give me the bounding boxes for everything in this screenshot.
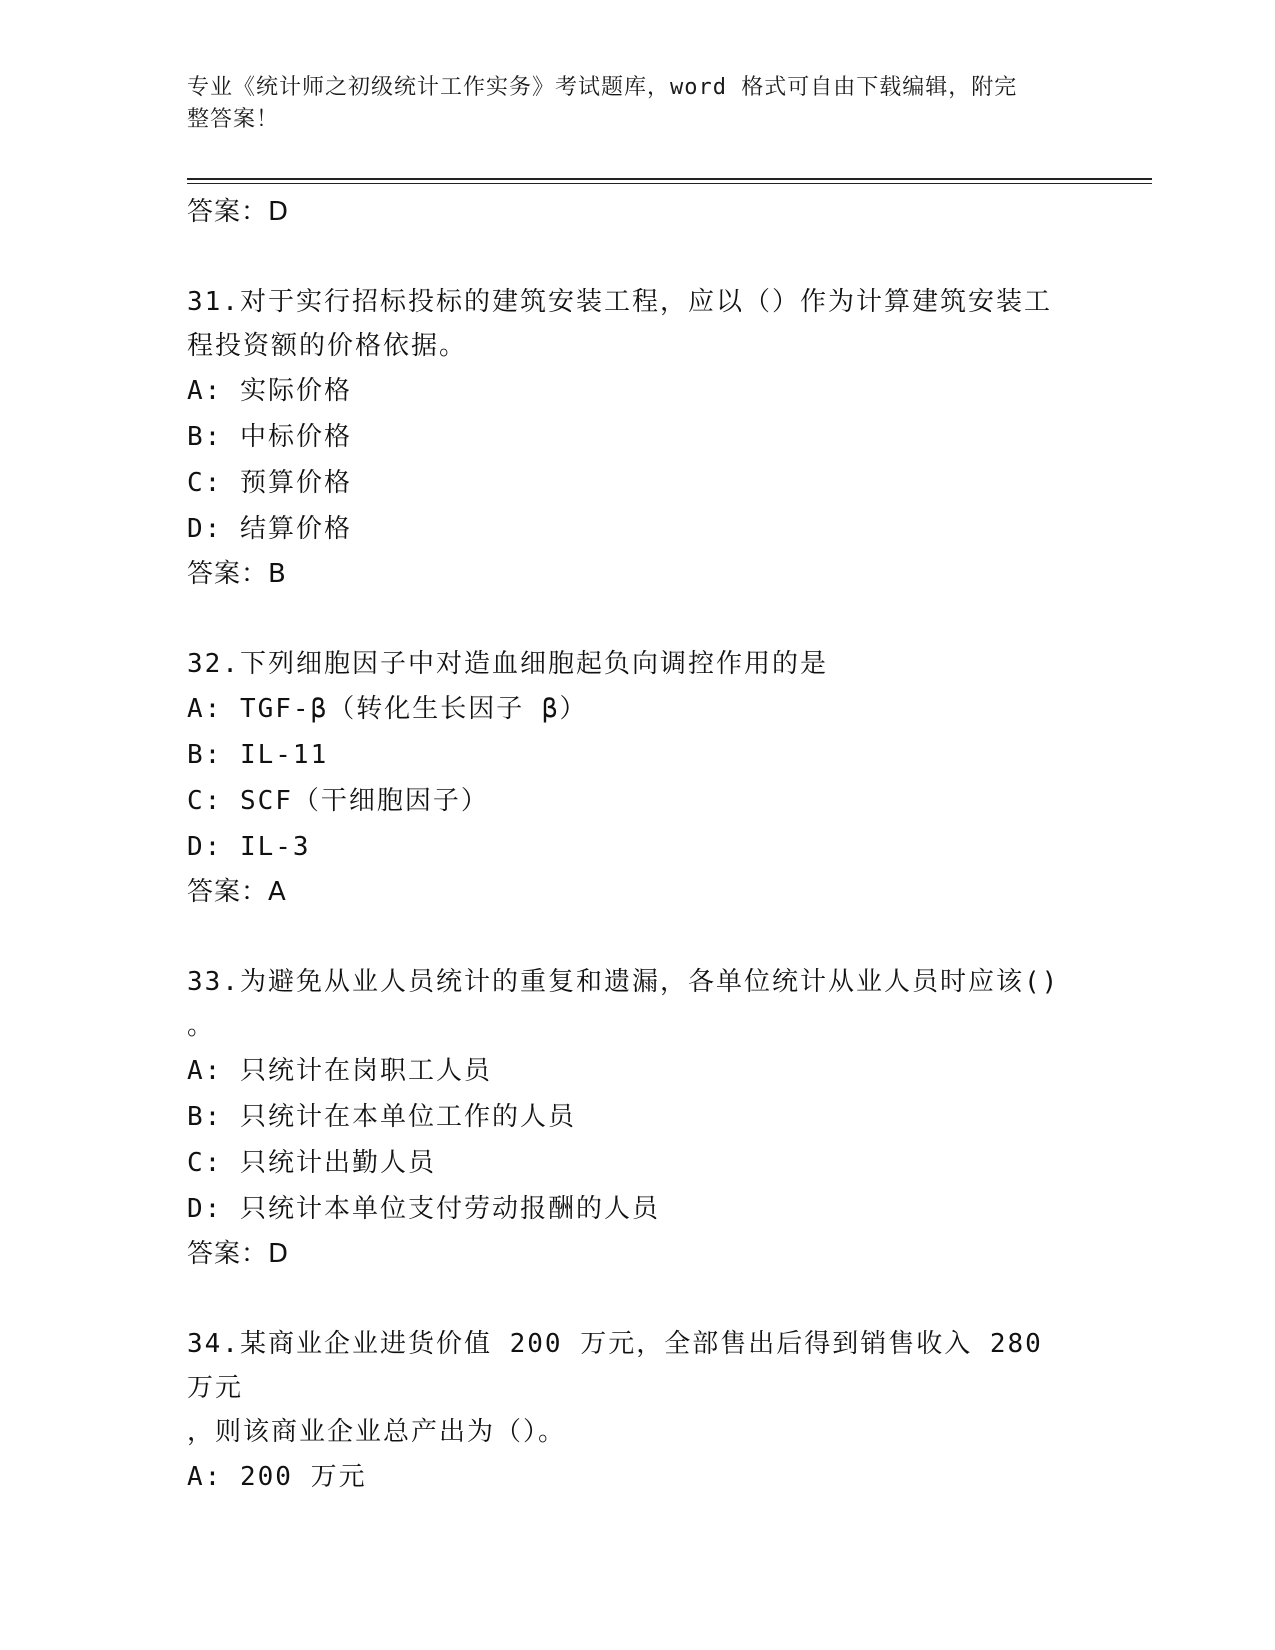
question-31 [187, 280, 1087, 596]
option-a: A: 200 万元 [187, 1462, 367, 1492]
question-34 [187, 1322, 1087, 1500]
question-text: 程投资额的价格依据。 [187, 331, 468, 361]
option-c: C: 预算价格 [187, 468, 352, 498]
option-d: D: 结算价格 [187, 514, 352, 544]
question-text: 31.对于实行招标投标的建筑安装工程，应以（）作为计算建筑安装工 [187, 287, 1052, 317]
header-line-1: 专业《统计师之初级统计工作实务》考试题库，word 格式可自由下载编辑，附完 [187, 75, 1018, 100]
option-d: D: 只统计本单位支付劳动报酬的人员 [187, 1194, 660, 1224]
question-text: 33.为避免从业人员统计的重复和遗漏，各单位统计从业人员时应该() [187, 967, 1060, 997]
header-divider [187, 178, 1152, 184]
option-b: B: IL-11 [187, 740, 329, 770]
question-text: 。 [187, 1011, 216, 1041]
answer-line: 答案：A [187, 877, 287, 907]
document-header [187, 72, 1067, 136]
option-b: B: 中标价格 [187, 422, 352, 452]
option-d: D: IL-3 [187, 832, 311, 862]
document-body [187, 190, 1087, 1500]
option-a: A: 只统计在岗职工人员 [187, 1056, 492, 1086]
question-text: 32.下列细胞因子中对造血细胞起负向调控作用的是 [187, 649, 828, 679]
header-line-2: 整答案！ [187, 107, 280, 132]
option-c: C: SCF（干细胞因子） [187, 786, 489, 816]
question-text: 34.某商业企业进货价值 200 万元，全部售出后得到销售收入 280 万元 [187, 1329, 1043, 1403]
option-a: A: 实际价格 [187, 376, 352, 406]
question-text: ，则该商业企业总产出为（）。 [187, 1417, 567, 1447]
option-a: A: TGF-β（转化生长因子 β） [187, 694, 588, 724]
option-c: C: 只统计出勤人员 [187, 1148, 436, 1178]
option-b: B: 只统计在本单位工作的人员 [187, 1102, 576, 1132]
answer-line: 答案：D [187, 197, 290, 227]
question-33 [187, 960, 1087, 1276]
answer-line: 答案：D [187, 1239, 290, 1269]
question-32 [187, 642, 1087, 914]
answer-line: 答案：B [187, 559, 287, 589]
